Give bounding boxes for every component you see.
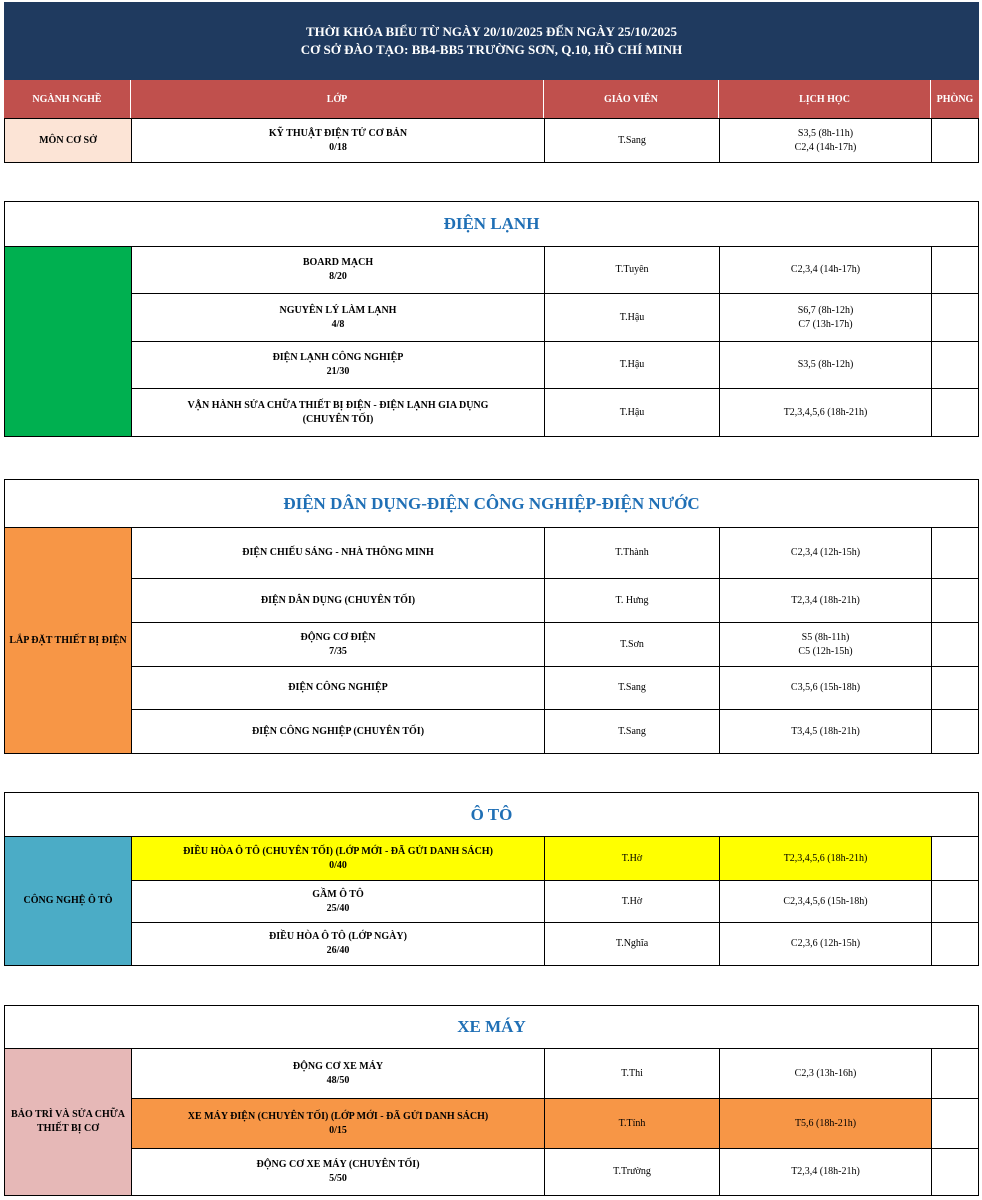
class-enrollment: 48/50 [326, 1074, 350, 1086]
teacher-cell [544, 1048, 720, 1099]
teacher-cell [544, 246, 720, 294]
class-name: KỸ THUẬT ĐIỆN TỬ CƠ BẢN [268, 127, 408, 139]
class-name-cell [131, 922, 545, 966]
room-cell [931, 341, 979, 389]
teacher-cell [544, 527, 720, 579]
class-name: ĐIỀU HÒA Ô TÔ (LỚP NGÀY) [269, 931, 407, 942]
teacher-name: T.Hậu [619, 311, 645, 323]
banner-subtitle: CƠ SỞ ĐÀO TẠO: BB4-BB5 TRƯỜNG SƠN, Q.10, HỒ CHÍ MINH [300, 42, 683, 57]
class-name-cell [131, 341, 545, 389]
teacher-cell [544, 666, 720, 710]
teacher-name: T.Sang [618, 682, 646, 693]
teacher-cell [544, 622, 720, 667]
teacher-cell [544, 341, 720, 389]
teacher-name: T.Thi [621, 1067, 643, 1079]
class-name-cell [131, 709, 545, 754]
header-lichhoc: LỊCH HỌC [719, 80, 931, 118]
class-name-cell [131, 880, 545, 923]
section-title: Ô TÔ [4, 792, 979, 836]
teacher-cell [544, 1098, 720, 1149]
room-cell [931, 388, 979, 437]
schedule-line: C2,3,4,5,6 (15h-18h) [783, 895, 868, 907]
schedule-line: T3,4,5 (18h-21h) [791, 725, 860, 737]
section-title: ĐIỆN LẠNH [4, 201, 979, 246]
room-cell [931, 666, 979, 710]
timetable-banner [4, 2, 979, 80]
class-name-cell [131, 388, 545, 437]
teacher-name: T.Nghĩa [615, 938, 649, 949]
class-name-cell [131, 622, 545, 667]
schedule-cell [719, 388, 932, 437]
schedule-line: T2,3,4,5,6 (18h-21h) [783, 406, 868, 418]
schedule-line: T2,3,4 (18h-21h) [791, 594, 860, 606]
schedule-cell [719, 666, 932, 710]
teacher-cell [544, 836, 720, 881]
schedule-cell [719, 578, 932, 623]
schedule-line: S3,5 (8h-12h) [797, 359, 854, 370]
class-enrollment: 0/18 [329, 141, 347, 153]
class-name: ĐIỆN CÔNG NGHIỆP (CHUYÊN TỐI) [251, 725, 425, 737]
schedule-cell [719, 622, 932, 667]
teacher-cell [544, 922, 720, 966]
schedule-line: C7 (13h-17h) [798, 318, 853, 330]
class-enrollment: 7/35 [329, 645, 347, 657]
room-cell [931, 1148, 979, 1196]
class-enrollment: 26/40 [326, 945, 350, 956]
class-name-cell [131, 836, 545, 881]
class-enrollment: 0/40 [329, 859, 347, 871]
header-nganh: NGÀNH NGHỀ [4, 80, 131, 118]
teacher-name: T.Tính [618, 1117, 646, 1129]
banner-title: THỜI KHÓA BIỂU TỪ NGÀY 20/10/2025 ĐẾN NGÀY 25/10/2025 [305, 24, 677, 39]
schedule-line: S5 (8h-11h) [801, 631, 850, 643]
room-cell [931, 578, 979, 623]
teacher-cell [544, 578, 720, 623]
teacher-cell [544, 118, 720, 163]
schedule-line: T5,6 (18h-21h) [794, 1117, 857, 1129]
class-name-cell [131, 1048, 545, 1099]
schedule-line: C2,3 (13h-16h) [794, 1067, 857, 1079]
schedule-cell [719, 836, 932, 881]
class-name: ĐỘNG CƠ XE MÁY [292, 1060, 384, 1072]
schedule-cell [719, 246, 932, 294]
room-cell [931, 880, 979, 923]
section-title: XE MÁY [4, 1005, 979, 1048]
nganh-cell [4, 1048, 132, 1196]
class-name-cell [131, 1098, 545, 1149]
nganh-cell [4, 836, 132, 966]
class-enrollment: 8/20 [329, 271, 347, 282]
class-name-cell [131, 578, 545, 623]
class-name-cell [131, 527, 545, 579]
teacher-name: T.Trường [613, 1166, 651, 1177]
schedule-cell [719, 922, 932, 966]
schedule-line: T2,3,4,5,6 (18h-21h) [783, 852, 868, 864]
class-name: GẦM Ô TÔ [312, 888, 364, 900]
teacher-name: T.Sơn [620, 638, 644, 650]
class-name-cell [131, 666, 545, 710]
nganh-label: CÔNG NGHỆ Ô TÔ [23, 895, 113, 906]
class-enrollment: 0/15 [329, 1124, 347, 1136]
schedule-line: C3,5,6 (15h-18h) [790, 682, 861, 693]
teacher-name: T.Hậu [619, 359, 645, 370]
room-cell [931, 118, 979, 163]
schedule-line: S3,5 (8h-11h) [797, 127, 854, 139]
header-phong: PHÒNG [931, 80, 979, 118]
nganh-label: MÔN CƠ SỞ [39, 134, 97, 146]
class-name: BOARD MẠCH [302, 257, 374, 268]
class-name: ĐIỆN CÔNG NGHIỆP [288, 682, 388, 693]
schedule-cell [719, 341, 932, 389]
teacher-name: T.Tuyên [615, 264, 649, 275]
schedule-cell [719, 1148, 932, 1196]
class-name: ĐIỆN CHIẾU SÁNG - NHÀ THÔNG MINH [242, 547, 434, 558]
room-cell [931, 922, 979, 966]
room-cell [931, 293, 979, 342]
class-name-cell [131, 293, 545, 342]
teacher-cell [544, 709, 720, 754]
nganh-cell [4, 118, 132, 163]
schedule-cell [719, 1048, 932, 1099]
schedule-line: C2,3,4 (12h-15h) [790, 547, 861, 558]
schedule-cell [719, 527, 932, 579]
class-name: XE MÁY ĐIỆN (CHUYÊN TỐI) (LỚP MỚI - ĐÃ GỬI DANH SÁCH) [187, 1110, 489, 1122]
class-enrollment: 4/8 [331, 318, 345, 330]
teacher-name: T.Hờ [621, 895, 643, 907]
class-name: ĐIỀU HÒA Ô TÔ (CHUYÊN TỐI) (LỚP MỚI - ĐÃ GỬI DANH SÁCH) [183, 845, 493, 857]
room-cell [931, 836, 979, 881]
schedule-line: C2,3,4 (14h-17h) [790, 264, 861, 275]
nganh-cell [4, 246, 132, 437]
class-enrollment: 5/50 [329, 1173, 347, 1184]
teacher-cell [544, 1148, 720, 1196]
header-lop: LỚP [131, 80, 544, 118]
schedule-cell [719, 709, 932, 754]
schedule-cell [719, 1098, 932, 1149]
class-name-cell [131, 246, 545, 294]
class-name: VẬN HÀNH SỬA CHỮA THIẾT BỊ ĐIỆN - ĐIỆN LẠNH GIA DỤNG [187, 399, 489, 411]
class-enrollment: (CHUYÊN TỐI) [302, 413, 374, 425]
nganh-cell [4, 527, 132, 754]
schedule-cell [719, 293, 932, 342]
schedule-line: C2,4 (14h-17h) [794, 141, 857, 153]
teacher-cell [544, 293, 720, 342]
room-cell [931, 622, 979, 667]
class-enrollment: 25/40 [326, 902, 350, 914]
room-cell [931, 246, 979, 294]
teacher-name: T.Sang [618, 725, 646, 737]
nganh-label: LẮP ĐẶT THIẾT BỊ ĐIỆN [9, 634, 127, 646]
teacher-name: T.Sang [618, 134, 646, 146]
teacher-name: T.Hậu [619, 406, 645, 418]
class-name-cell [131, 1148, 545, 1196]
room-cell [931, 527, 979, 579]
schedule-line: C2,3,6 (12h-15h) [790, 938, 861, 949]
schedule-line: C5 (12h-15h) [798, 645, 853, 657]
nganh-label: BẢO TRÌ VÀ SỬA CHỮA THIẾT BỊ CƠ [11, 1109, 125, 1134]
teacher-cell [544, 388, 720, 437]
class-name-cell [131, 118, 545, 163]
room-cell [931, 709, 979, 754]
header-giaovien: GIÁO VIÊN [544, 80, 719, 118]
schedule-cell [719, 880, 932, 923]
teacher-name: T.Hờ [621, 852, 643, 864]
teacher-name: T. Hưng [615, 594, 649, 606]
class-name: ĐỘNG CƠ ĐIỆN [300, 631, 376, 643]
schedule-line: S6,7 (8h-12h) [797, 304, 854, 316]
room-cell [931, 1048, 979, 1099]
teacher-cell [544, 880, 720, 923]
room-cell [931, 1098, 979, 1149]
schedule-cell [719, 118, 932, 163]
class-enrollment: 21/30 [326, 366, 350, 377]
class-name: ĐIỆN LẠNH CÔNG NGHIỆP [272, 352, 404, 363]
class-name: ĐỘNG CƠ XE MÁY (CHUYÊN TỐI) [256, 1159, 420, 1170]
class-name: NGUYÊN LÝ LÀM LẠNH [279, 304, 397, 316]
teacher-name: T.Thành [615, 547, 649, 558]
section-title: ĐIỆN DÂN DỤNG-ĐIỆN CÔNG NGHIỆP-ĐIỆN NƯỚC [4, 479, 979, 527]
schedule-line: T2,3,4 (18h-21h) [791, 1166, 860, 1177]
class-name: ĐIỆN DÂN DỤNG (CHUYÊN TỐI) [260, 594, 416, 606]
